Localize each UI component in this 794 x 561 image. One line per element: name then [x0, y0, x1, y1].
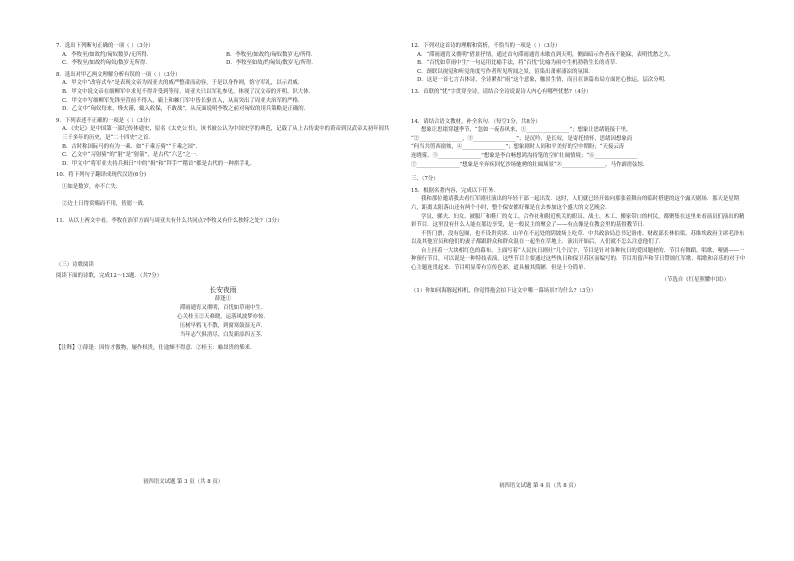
- q10-sentence-1: ①如是数岁，亦不亡失．: [62, 183, 122, 190]
- q14-line: ⑦________________”想象是辛弃疾回忆沙场驰骋的壮阔场景“⑧________________，马作霹雳弦惊．: [411, 161, 649, 168]
- q14-line: “何当共剪西窗烛，④________________”；想象剧时人间和平美好的空中期盼；“天接云涛: [411, 144, 625, 151]
- q12-option-c: C．颈联以视觉和听觉角度写作者所见所闻之景，渲染出萧索凄凉的氛围．: [417, 68, 594, 75]
- right-column: [411, 42, 749, 299]
- q12-option-b: B．“百忧如草雨中生”一句运用比喻手法，将“百忧”比喻为雨中生机勃勃生长的青草．: [417, 60, 621, 67]
- passage-paragraph: 我和那位邀请我去看红军剧社演出的年轻干部一起出发．这时，人们就已经开始向那张着舞台的临时搭建的这个露天剧场．那天是星期六，距离太阳落山还有两个小时，整个保安都好像是在去参加这个盛大的文艺晚会．: [411, 196, 740, 211]
- q9-option-b: B．古时称国际马的有为一乘．如“千乘万骑”“千乘之国”．: [62, 143, 201, 150]
- question-9-stem: 9．下列表述不正确的一项是（ ）（3分）: [56, 117, 154, 124]
- q9-option-d: D．甲文中“将军亚夫持兵揖曰”中的“揖”和“拜手”“稽首”都是古代的一种拱手礼．: [62, 160, 256, 167]
- poem-note: 【注释】①薛逢：因恃才傲物，屡作权贵，仕途颇不得意．②桂玉：喻昂贵的柴米．: [56, 344, 256, 351]
- question-15-stem: 15．根据名著内容，完成以下任务．: [411, 187, 499, 194]
- q8-option-d: D．乙文中“匈奴每来，烽火谨，辄入收保，不敢战”，从反面说明李牧之前对匈奴的用兵策略是正确的．: [62, 106, 310, 113]
- question-10: [56, 171, 390, 208]
- q9-option-a: A．《史记》是中国第一部纪传体通史，原名《太史公书》，该书被公认为中国史学的典范，记载了从上古传说中的黄帝到汉武帝太初年间共三千多年的历史，是“二十四史”之首．: [62, 126, 390, 141]
- poem: [56, 285, 390, 340]
- left-column: [56, 42, 390, 352]
- question-14: [411, 118, 749, 170]
- q7-option-d: D．李牧至如故/约匈奴/数岁无/所得．: [226, 60, 317, 67]
- poem-title: 长安夜雨: [209, 285, 237, 294]
- q8-option-a: A．甲文中“改容式车”是表现文帝为周亚夫的威严整肃而动容，于是以身作则，恪守军礼，以示君威．: [62, 80, 304, 87]
- question-8-stem: 8．选出对甲乙两文理解分析有误的一项（ ）（3分）: [56, 71, 181, 78]
- question-15: [411, 187, 749, 296]
- question-11: 11．从以上两文中看，李牧在治军方面与周亚夫有什么共同点?李牧又有什么独特之处?（3分）: [56, 218, 283, 225]
- passage-paragraph: 台上挂着一大块相红色的幕布，上面写着“人民抗日剧社”几个汉字，节目是针对各种抗日的爱国题材的．节目有舞蹈、唱歌、哑剧——一种预行节目，可以说是一种特技表演，这些节目主要通过这些执日和保卫苏区而编写的．节目用留声和节日赞颂红军歌．唱歌和音乐的对于中心主题连贯起来．节目明显带有宣传色彩，道具极其简陋．但是十分简单．: [411, 247, 746, 272]
- question-9: [56, 117, 390, 169]
- section-label: 三、（7分）: [411, 176, 439, 183]
- poem-author: 薛逢①: [214, 295, 232, 302]
- passage-paragraph: 不售门票，没有包厢，也不设贵宾席．山羊在不远处的阴坡场上吃草．中共政治局总书记洛甫、财政部长林伯渠、苏维埃政府主席毛泽东以及其他官员和他们的妻子都跟群众和群众混在一起坐在草地上．演出开始后，人们就不怎么注意他们了．: [411, 230, 745, 246]
- section-3-heading: （三）诗歌阅读: [56, 261, 94, 268]
- passage-paragraph: 学员、骡夫、妇女、被服厂和鞋厂的女工，合作社和附近机关的职员、战士、木工、搬家带口的村民，都聚集在这里来看演员们演出的精彩节目．这里没有什么人能在那边享受，是一般民主的聚会了——有点像是在教会里的基督教节日．: [411, 213, 745, 229]
- question-7-stem: 7．选出下列断句正确的一项（ ）（3分）: [56, 43, 154, 49]
- question-12-stem: 12．下列对这首诗的理解和赏析，不恰当的一项是（ ）（3分）: [411, 43, 561, 49]
- q15-subquestion-1: （1）你如同海豚起相机，你觉得抱会拍下这文中哪一幕场景?为什么?（3分）: [411, 288, 597, 295]
- poem-line: 心关桂玉②天难晓，运落风波梦亦惊．: [177, 313, 269, 320]
- passage-source: （节选自《红星照耀中国》）: [661, 276, 729, 283]
- question-8: [56, 71, 390, 114]
- q14-line: 想象让思绪穿越季节，“忽如一夜春风来，①________________”；想象让思绪链接千里，: [421, 127, 632, 134]
- q10-sentence-2: ②边士日得赏赐而不用，皆愿一战．: [62, 200, 149, 207]
- q8-option-b: B．甲文中说文帝在细柳军中求见不得并受到等待，周亚夫只以军礼参见，体现了汉文帝的开明、识大体．: [62, 88, 314, 95]
- page-footer-right: 初四语文试题 第 4 页（共 8 页）: [499, 483, 580, 489]
- question-7: [56, 42, 390, 68]
- poem-line: 当年志气俱消尽，白发新添四五茎．: [179, 331, 267, 338]
- q9-option-c: C．乙文中“习射骑”的“射”是“射箭”，是古代“六艺”之一．: [62, 152, 202, 159]
- q12-option-d: D．这是一首七言古体诗，全诗紧扣“雨”这个意象，触景生情，而且在该篇布局方面匠心独运，层次分明．: [417, 77, 670, 84]
- page-footer-left: 初四语文试题 第 3 页（共 8 页）: [143, 479, 224, 485]
- poem-line: 滞雨通宵又彻明，百忧如草雨中生．: [179, 304, 267, 311]
- q8-option-c: C．甲文中写细柳军先锋至营前不得入，霸上和棘门军中皆长驱直入，从而突出了周亚夫治军的严格．: [62, 97, 304, 104]
- q7-option-b: B．李牧至/如故约/匈奴数岁无/所得．: [226, 51, 317, 58]
- q14-line: “②________________，③________________”；是沉吟，是长叹，是寄托情怀，思绪因想象而: [411, 135, 633, 142]
- question-13: 13．首联的“忧”字贯穿全诗，请结合全诗说说诗人内心有哪些忧愁?（4分）: [411, 88, 592, 95]
- q14-line: 连晓雾，⑤________________”想象是李白畅想鸿沟持笔的空旷壮阔情境；“⑥________________: [411, 152, 638, 159]
- section-3-intro: 阅读下面的诗歌，完成12～13题．（共7分）: [56, 273, 163, 280]
- q7-option-c: C．李牧至/如故约匈奴/数岁无所得．: [62, 60, 151, 67]
- question-10-stem: 10．将下列句子翻译成现代汉语(6分): [56, 172, 146, 179]
- question-12: [411, 42, 749, 85]
- poem-line: 压树早鸦飞不散，到窗寒鼓湿无声．: [179, 322, 267, 329]
- q12-option-a: A．“滞雨通宵又彻明”借景抒情，通过首句滞雨通宵未歇直到天明，侧面暗示作者夜不能寐，表明忧愁之久．: [417, 51, 675, 58]
- question-14-stem: 14．请结合语文教材，补全名句．（每空1分，共8分）: [411, 118, 541, 125]
- q7-option-a: A．李牧至/如故约/匈奴数岁/无所得．: [62, 51, 153, 58]
